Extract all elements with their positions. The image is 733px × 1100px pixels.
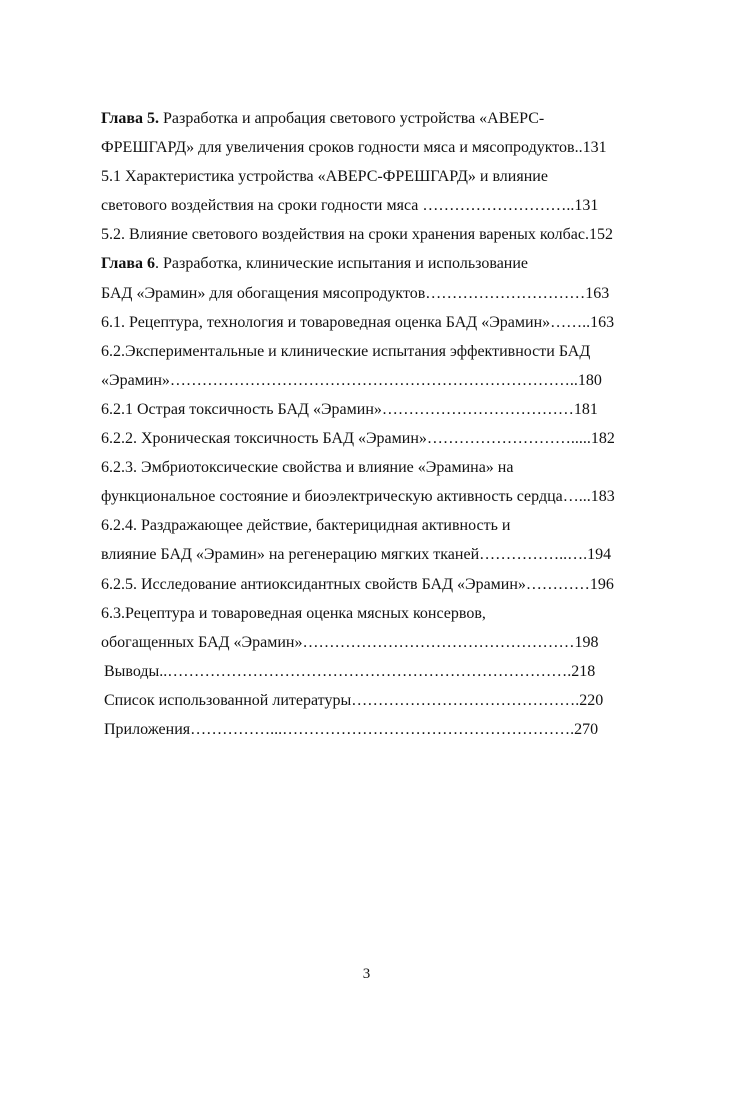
toc-line xyxy=(101,599,661,628)
toc-line-text: 6.2.3. Эмбриотоксические свойства и влияние «Эрамина» на xyxy=(101,459,514,477)
toc-line-appendices xyxy=(101,715,661,744)
toc-line-text: 6.2.4. Раздражающее действие, бактерицидная активность и xyxy=(101,517,511,535)
table-of-contents xyxy=(101,104,661,744)
toc-line-text: влияние БАД «Эрамин» на регенерацию мягких тканей……………..….194 xyxy=(101,546,612,564)
toc-line-text: БАД «Эрамин» для обогащения мясопродуктов…………………………163 xyxy=(101,284,610,302)
toc-line-text: 6.2.1 Острая токсичность БАД «Эрамин»………………………………181 xyxy=(101,400,598,418)
page-number: 3 xyxy=(362,966,371,982)
toc-line-text: ФРЕШГАРД» для увеличения сроков годности мяса и мясопродуктов..131 xyxy=(101,139,607,157)
toc-line xyxy=(101,366,661,395)
toc-line-conclusions xyxy=(101,657,661,686)
toc-line xyxy=(101,162,661,191)
toc-line xyxy=(101,453,661,482)
toc-line-text: Выводы..………………………………………………………………….218 xyxy=(104,662,596,680)
toc-line xyxy=(101,570,661,599)
toc-line-text: . Разработка, клинические испытания и использование xyxy=(155,255,529,273)
toc-line-text: 6.3.Рецептура и товароведная оценка мясных консервов, xyxy=(101,604,486,622)
toc-line xyxy=(101,628,661,657)
toc-line-text: обогащенных БАД «Эрамин»……………………………………………198 xyxy=(101,633,599,651)
toc-line xyxy=(101,191,661,220)
toc-line-text: 5.1 Характеристика устройства «АВЕРС-ФРЕШГАРД» и влияние xyxy=(101,168,548,186)
toc-line-text: Приложения……………...……………………………………………….270 xyxy=(104,720,599,738)
toc-line xyxy=(101,104,661,133)
toc-line-text: «Эрамин»…………………………………………………………………..180 xyxy=(101,371,602,389)
toc-line-text: светового воздействия на сроки годности мяса ………………………..131 xyxy=(101,197,599,215)
toc-line xyxy=(101,133,661,162)
toc-line-text: Разработка и апробация светового устройства «АВЕРС- xyxy=(159,110,545,127)
toc-line xyxy=(101,337,661,366)
toc-line-text: 6.2.2. Хроническая токсичность БАД «Эрамин»……………………….....182 xyxy=(101,430,615,448)
toc-line-text: 5.2. Влияние светового воздействия на сроки хранения вареных колбас.152 xyxy=(101,226,613,244)
toc-line xyxy=(101,249,661,278)
toc-line-references xyxy=(101,686,661,715)
toc-line xyxy=(101,308,661,337)
toc-line-text: функциональное состояние и биоэлектрическую активность сердца…...183 xyxy=(101,488,615,506)
toc-line xyxy=(101,482,661,511)
toc-line xyxy=(101,540,661,569)
toc-line xyxy=(101,424,661,453)
chapter-label: Глава 5. xyxy=(101,110,159,127)
chapter-label: Глава 6 xyxy=(101,255,155,273)
toc-line-text: 6.2.5. Исследование антиоксидантных свойств БАД «Эрамин»…………196 xyxy=(101,575,614,593)
toc-line-text: 6.1. Рецептура, технология и товароведная оценка БАД «Эрамин»……..163 xyxy=(101,313,615,331)
toc-line xyxy=(101,220,661,249)
toc-line-text: Список использованной литературы…………………………………….220 xyxy=(104,691,604,709)
toc-line xyxy=(101,279,661,308)
toc-line xyxy=(101,511,661,540)
toc-line xyxy=(101,395,661,424)
toc-line-text: 6.2.Экспериментальные и клинические испытания эффективности БАД xyxy=(101,342,591,360)
